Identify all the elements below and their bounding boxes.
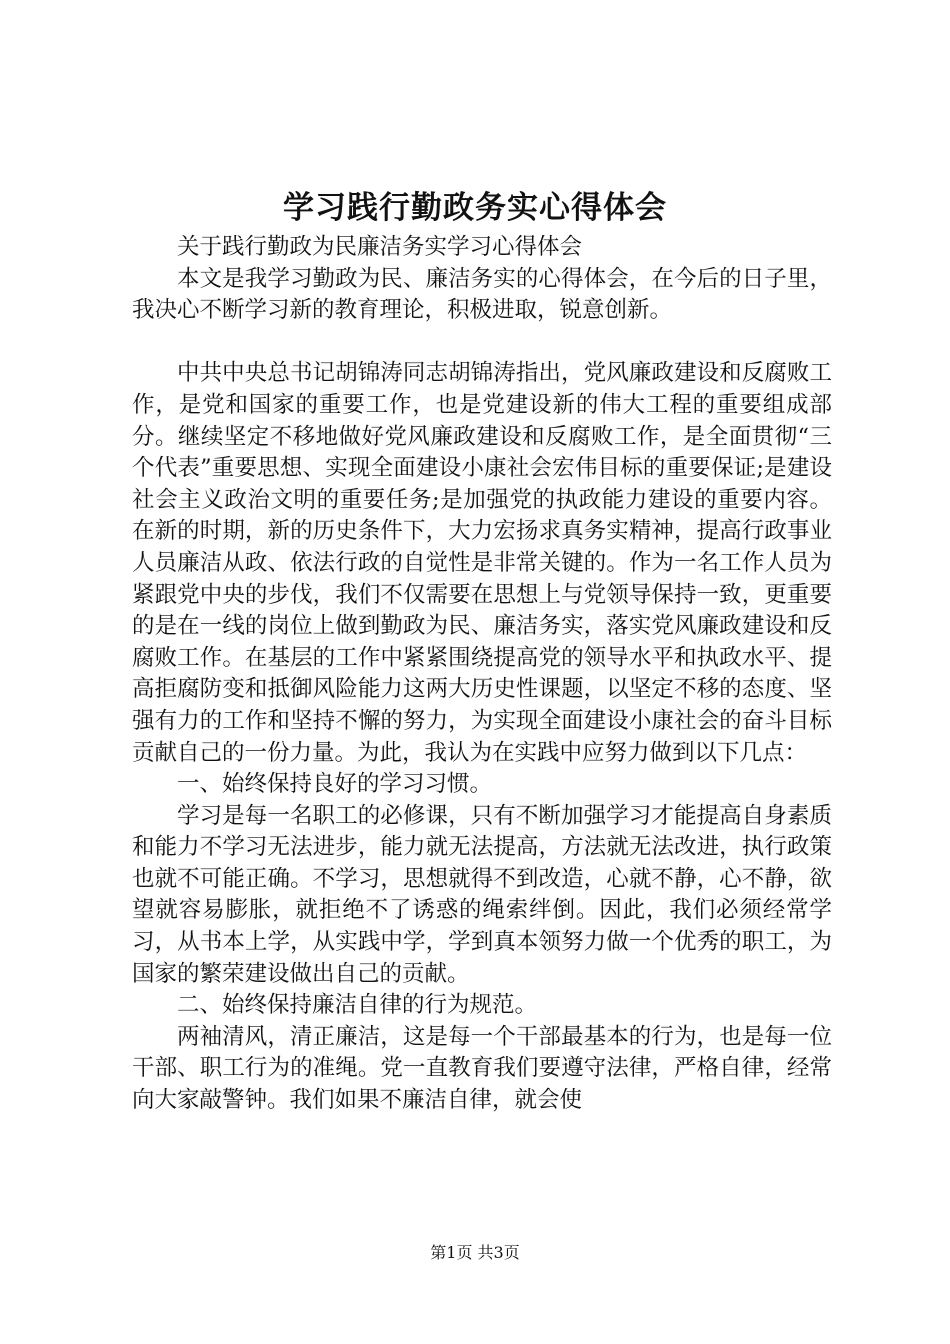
intro-paragraph: 本文是我学习勤政为民、廉洁务实的心得体会，在今后的日子里，我决心不断学习新的教育理论，积极进取，锐意创新。 xyxy=(132,265,832,324)
body-paragraph: 学习是每一名职工的必修课，只有不断加强学习才能提高自身素质和能力不学习无法进步，能力就无法提高，方法就无法改进，执行政策也就不可能正确。不学习，思想就得不到改造，心就不静，心不静，欲望就容易膨胀，就拒绝不了诱惑的绳索绊倒。因此，我们必须经常学习，从书本上学，从实践中学，学到真本领努力做一个优秀的职工，为国家的繁荣建设做出自己的贡献。 xyxy=(132,802,832,987)
section-heading-1: 一、始终保持良好的学习习惯。 xyxy=(177,771,493,798)
paragraph-spacer xyxy=(132,327,832,359)
subtitle-paragraph: 关于践行勤政为民廉洁务实学习心得体会 xyxy=(177,234,583,260)
document-title: 学习践行勤政务实心得体会 xyxy=(283,190,667,226)
section-heading-2: 二、始终保持廉洁自律的行为规范。 xyxy=(177,992,538,1019)
page-footer: 第1页 共3页 xyxy=(430,1243,520,1262)
body-paragraph: 中共中央总书记胡锦涛同志胡锦涛指出，党风廉政建设和反腐败工作，是党和国家的重要工作，也是党建设新的伟大工程的重要组成部分。继续坚定不移地做好党风廉政建设和反腐败工作，是全面贯彻“三个代表”重要思想、实现全面建设小康社会宏伟目标的重要保证;是建设社会主义政治文明的重要任务;是加强党的执政能力建设的重要内容。在新的时期，新的历史条件下，大力宏扬求真务实精神，提高行政事业人员廉洁从政、依法行政的自觉性是非常关键的。作为一名工作人员为紧跟党中央的步伐，我们不仅需要在思想上与党领导保持一致，更重要的是在一线的岗位上做到勤政为民、廉洁务实，落实党风廉政建设和反腐败工作。在基层的工作中紧紧围绕提高党的领导水平和执政水平、提高拒腐防变和抵御风险能力这两大历史性课题，以坚定不移的态度、坚强有力的工作和坚持不懈的努力，为实现全面建设小康社会的奋斗目标贡献自己的一份力量。为此，我认为在实践中应努力做到以下几点： xyxy=(132,360,832,766)
document-body xyxy=(132,232,832,1117)
body-paragraph: 两袖清风，清正廉洁，这是每一个干部最基本的行为，也是每一位干部、职工行为的准绳。党一直教育我们要遵守法律，严格自律，经常向大家敲警钟。我们如果不廉洁自律，就会使 xyxy=(132,1023,832,1114)
